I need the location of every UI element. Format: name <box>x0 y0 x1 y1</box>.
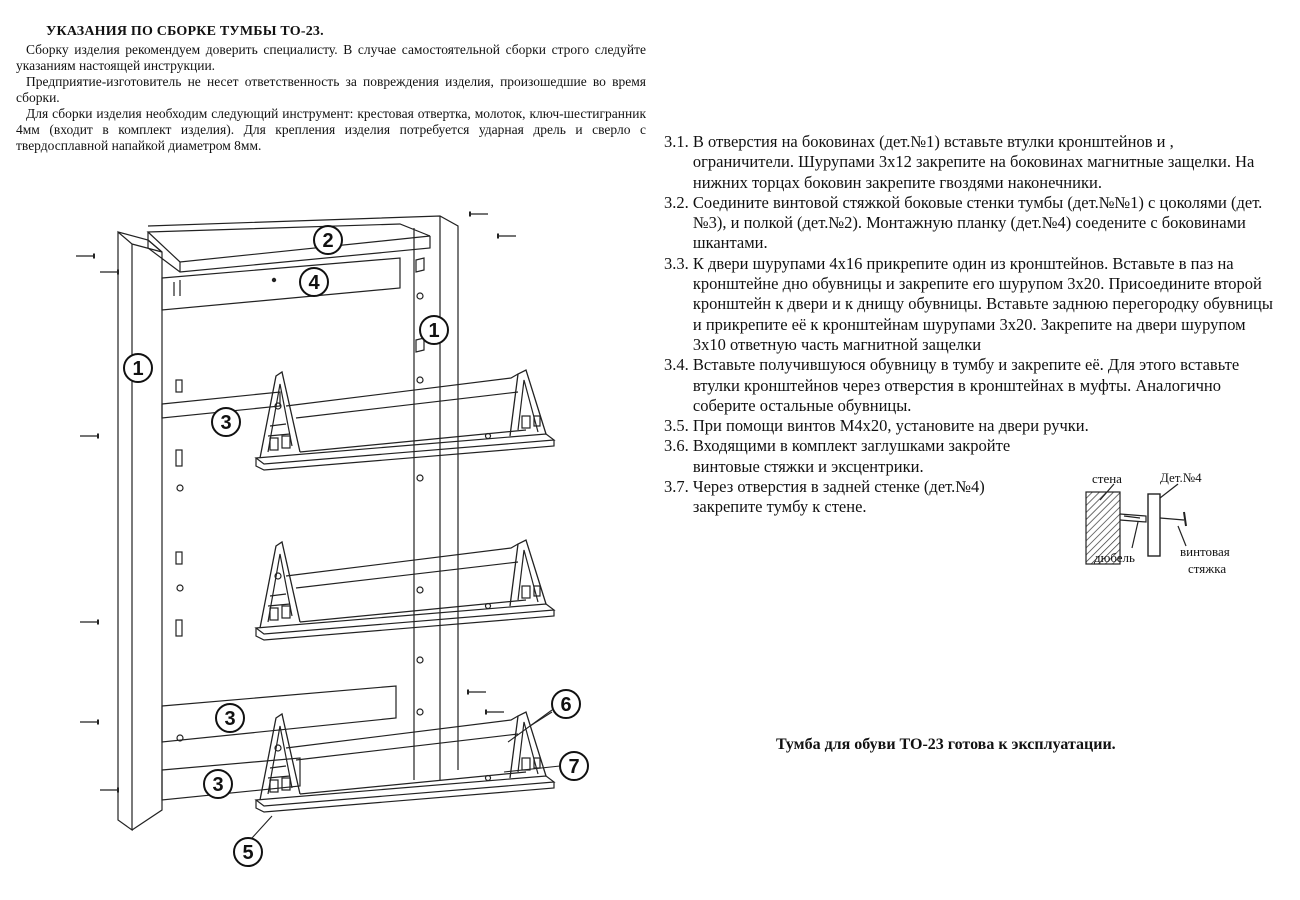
intro-paragraph-3: Для сборки изделия необходим следующий инструмент: крестовая отвертка, молоток, ключ-шестигранник 4мм (входит в комплект изделия). Для крепления изделия потребуется ударная дрель и сверло с твердосплавной напайкой диаметром 8мм. <box>16 106 646 153</box>
label-1-right: 1 <box>428 320 440 342</box>
label-5: 5 <box>242 842 254 864</box>
step-3-2: 3.2. Соедините винтовой стяжкой боковые стенки тумбы (дет.№№1) с цоколями (дет.№3), и полкой (дет.№2). Монтажную планку (дет.№4) соедените с боковинами шкантами. <box>664 192 1263 253</box>
label-3-upper: 3 <box>220 412 232 434</box>
step-3-6: 3.6. Входящими в комплект заглушками закройте винтовые стяжки и эксцентрики. <box>664 436 1011 476</box>
screw-tie-label-2: стяжка <box>1188 561 1227 576</box>
shoe-rack-middle <box>256 540 554 640</box>
label-3-middle: 3 <box>224 708 236 730</box>
label-1-left: 1 <box>132 358 144 380</box>
page-title: УКАЗАНИЯ ПО СБОРКЕ ТУМБЫ ТО-23. <box>46 24 324 39</box>
screw-tie-label-1: винтовая <box>1180 544 1230 559</box>
mounting-plank <box>162 258 400 310</box>
side-panel-right <box>148 216 458 780</box>
wall-label: стена <box>1092 471 1122 486</box>
step-3-4: 3.4. Вставьте получившуюся обувницу в тумбу и закрепите её. Для этого вставьте втулки кронштейнов через отверстия в кронштейнах в муфты. Аналогично соберите остальные обувницы. <box>664 355 1240 415</box>
step-3-5: 3.5. При помощи винтов М4х20, установите на двери ручки. <box>664 416 1089 436</box>
label-4: 4 <box>308 272 320 294</box>
step-3-3: 3.3. К двери шурупами 4х16 прикрепите один из кронштейнов. Вставьте в паз на кронштейне дно обувницы и закрепите его шурупом 3х20. Присоедините второй кронштейн к двери и к днищу обувницы. Вставьте заднюю перегородку обувницы и прикрепите её к кронштейнам шурупами 3х20. Закрепите на двери шурупом 3х10 ответную часть магнитной защелки <box>664 253 1273 354</box>
fittings <box>176 293 423 741</box>
label-7: 7 <box>568 756 580 778</box>
dowel-label: дюбель <box>1094 550 1135 565</box>
screws <box>76 212 516 793</box>
side-panel-left <box>118 232 162 830</box>
shoe-rack-bottom <box>256 712 554 812</box>
label-6: 6 <box>560 694 572 716</box>
intro-paragraph-1: Сборку изделия рекомендуем доверить специалисту. В случае самостоятельной сборки строго следуйте указаниям настоящей инструкции. <box>16 42 646 73</box>
leader-lines <box>252 710 560 838</box>
label-3-lower: 3 <box>212 774 224 796</box>
top-shelf <box>148 224 430 272</box>
final-note: Тумба для обуви ТО-23 готова к эксплуатации. <box>776 736 1116 753</box>
shoe-rack-top <box>256 370 554 470</box>
part4-label: Дет.№4 <box>1160 470 1202 485</box>
intro-paragraph-2: Предприятие-изготовитель не несет ответственность за повреждения изделия, произошедшие во время сборки. <box>16 74 646 105</box>
label-2: 2 <box>322 230 334 252</box>
step-3-7: 3.7. Через отверстия в задней стенке (дет.№4) закрепите тумбу к стене. <box>664 477 985 517</box>
step-3-1: 3.1. В отверстия на боковинах (дет.№1) вставьте втулки кронштейнов и , ограничители. Шурупами 3х12 закрепите на боковинах магнитные защелки. На нижних торцах боковин закрепите гвоздями наконечники. <box>664 132 1255 192</box>
